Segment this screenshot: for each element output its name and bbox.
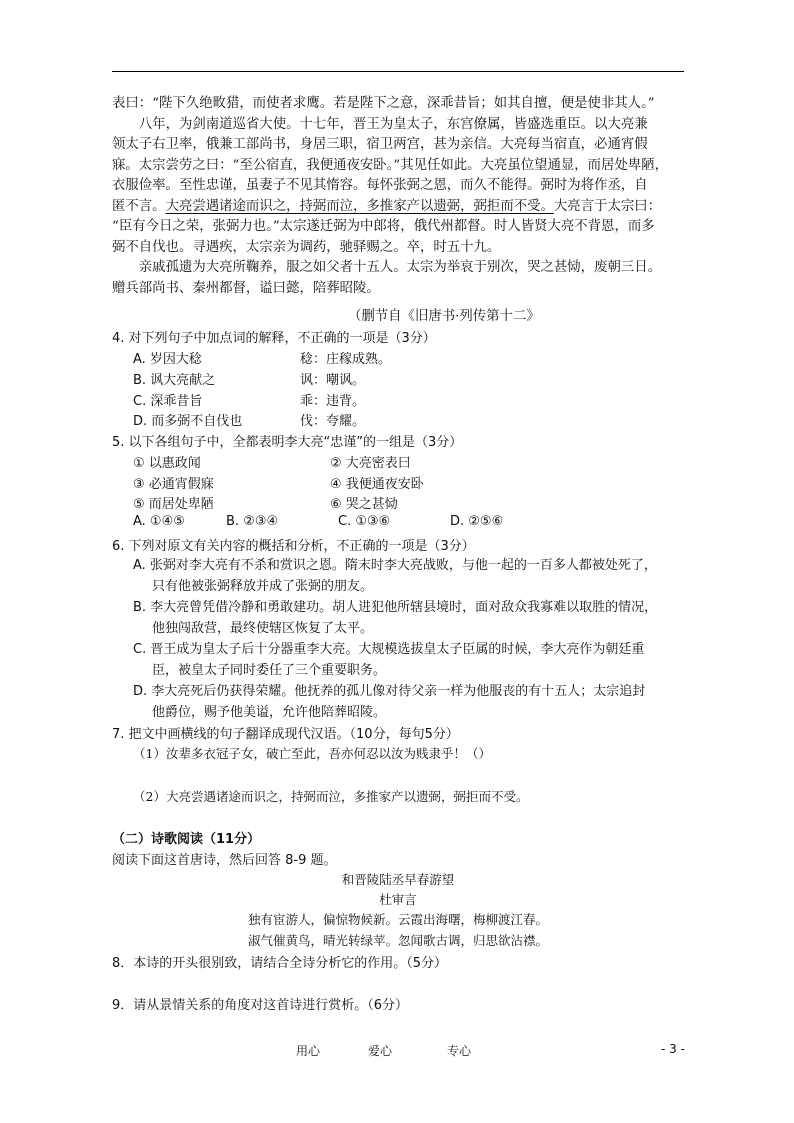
passage-line: 领太子右卫率，俄兼工部尚书，身居三职，宿卫两宫，甚为亲信。大亮每当宿直，必通宵假 bbox=[112, 137, 648, 152]
passage-text: 大亮言于太宗曰： bbox=[553, 198, 662, 214]
passage-line: 寐。太宗尝劳之曰：“至公宿直，我便通夜安卧。”其见任如此。大亮虽位望通显，而居处卑陋， bbox=[112, 157, 669, 173]
q6-option-line: 臣，被皇太子同时委任了三个重要职务。 bbox=[152, 663, 387, 678]
question-4-stem: 4. 对下列句子中加点词的解释，不正确的一项是（3分） bbox=[112, 331, 436, 346]
q5-choice: C. ①③⑥ bbox=[338, 514, 391, 529]
q6-option-line: C. 晋王成为皇太子后十分器重李大亮。大规模选拔皇太子臣属的时候，李大亮作为朝廷重 bbox=[133, 642, 645, 657]
passage-line: “臣有今日之荣，张弼力也。”太宗遂迁弼为中郎将，俄代州都督。时人皆贤大亮不背恩，而多 bbox=[112, 219, 655, 234]
q4-option-gloss: 讽：嘲讽。 bbox=[300, 373, 366, 388]
q6-option bbox=[133, 555, 693, 597]
poem-author: 杜审言 bbox=[379, 892, 417, 907]
q7-sentence-1: （1）汝辈多衣冠子女，破亡至此，吾亦何忍以汝为贱隶乎！（） bbox=[133, 746, 491, 761]
section-heading: （二）诗歌阅读（11分） bbox=[112, 832, 261, 847]
question-5-stem: 5. 以下各组句子中，全都表明李大亮“忠谨”的一组是（3分） bbox=[112, 435, 463, 450]
footer-word: 用心 bbox=[296, 1044, 321, 1058]
q4-option-gloss: 乖：违背。 bbox=[300, 394, 366, 409]
q5-choice: B. ②③④ bbox=[226, 514, 279, 529]
q6-option-line: 只有他被张弼释放并成了张弼的朋友。 bbox=[152, 579, 374, 594]
q4-option-sentence: D. 而多弼不自伐也 bbox=[133, 414, 243, 429]
q5-choice: D. ②⑤⑥ bbox=[450, 514, 504, 529]
question-8: 8．本诗的开头很别致，请结合全诗分析它的作用。（5分） bbox=[112, 956, 448, 971]
q4-option-gloss: 伐：夸耀。 bbox=[300, 414, 366, 429]
q6-option-line: 他爵位，赐予他美谥，允许他陪葬昭陵。 bbox=[152, 705, 387, 720]
q5-item: ⑤ 而居处卑陋 bbox=[133, 497, 214, 512]
q5-item: ④ 我便通夜安卧 bbox=[330, 477, 424, 492]
footer-word: 爱心 bbox=[368, 1044, 393, 1058]
page-number: - 3 - bbox=[661, 1042, 685, 1056]
passage-line: 亲戚孤遗为大亮所鞠养，服之如父者十五人。太宗为举哀于别次，哭之甚恸，废朝三日。 bbox=[138, 260, 662, 275]
poetry-intro: 阅读下面这首唐诗，然后回答 8-9 题。 bbox=[112, 853, 337, 868]
q5-item: ① 以惠政闻 bbox=[133, 456, 201, 471]
q4-option-gloss: 稔：庄稼成熟。 bbox=[300, 352, 392, 367]
q5-item: ⑥ 哭之甚恸 bbox=[330, 497, 398, 512]
q4-option-sentence: A. 岁因大稔 bbox=[133, 352, 202, 367]
footer-word: 专心 bbox=[447, 1044, 472, 1058]
passage-line: 弼不自伐也。寻遇疾，太宗亲为调药，驰驿赐之。卒，时五十九。 bbox=[112, 239, 501, 255]
poem-line: 独有宦游人，偏惊物候新。云霞出海曙，梅柳渡江春。 bbox=[247, 912, 548, 927]
q5-item: ② 大亮密表曰 bbox=[330, 456, 411, 471]
question-6-stem: 6. 下列对原文有关内容的概括和分析，不正确的一项是（3分） bbox=[112, 539, 475, 554]
q5-item: ③ 必通宵假寐 bbox=[133, 477, 214, 492]
q6-option-line: A. 张弼对李大亮有不杀和赏识之恩。隋末时李大亮战败，与他一起的一百多人都被处死了， bbox=[133, 558, 657, 573]
passage-line: 赠兵部尚书、秦州都督，谥曰懿，陪葬昭陵。 bbox=[112, 280, 380, 296]
poem-line: 淑气催黄鸟，晴光转绿苹。忽闻歌古调，归思欲沾襟。 bbox=[247, 933, 548, 948]
passage-source: （删节自《旧唐书·列传第十二》 bbox=[348, 309, 540, 324]
passage-line: 衣服俭率。至性忠谨，虽妻子不见其惰容。每怀张弼之恩，而久不能得。弼时为将作丞，自 bbox=[112, 178, 648, 193]
q4-option-sentence: B. 讽大亮献之 bbox=[133, 373, 216, 388]
q6-option bbox=[133, 639, 693, 681]
passage-line bbox=[112, 197, 702, 218]
q6-option-line: 他独闯敌营，最终使辖区恢复了太平。 bbox=[152, 621, 374, 636]
passage-text: 匿不言。 bbox=[112, 198, 166, 214]
question-9: 9．请从景情关系的角度对这首诗进行赏析。（6分） bbox=[112, 998, 409, 1013]
header-rule bbox=[112, 71, 684, 72]
question-7-stem: 7. 把文中画横线的句子翻译成现代汉语。（10分，每句5分） bbox=[112, 727, 459, 742]
passage-line: 表曰：“陛下久绝畋猎，而使者求鹰。若是陛下之意，深乖昔旨；如其自擅，便是使非其人。” bbox=[112, 96, 655, 111]
passage bbox=[112, 94, 702, 299]
q5-choice: A. ①④⑤ bbox=[133, 514, 185, 529]
passage-line: 八年，为剑南道巡省大使。十七年，晋王为皇太子，东宫僚属，皆盛选重臣。以大亮兼 bbox=[138, 116, 648, 132]
q6-option-line: D. 李大亮死后仍获得荣耀。他抚养的孤儿像对待父亲一样为他服丧的有十五人；太宗追封 bbox=[133, 684, 646, 699]
underlined-sentence: 大亮尝遇诸途而识之，持弼而泣，多推家产以遗弼，弼拒而不受。 bbox=[165, 198, 554, 214]
q6-option bbox=[133, 597, 693, 639]
q6-option-line: B. 李大亮曾凭借冷静和勇敢建功。胡人进犯他所辖县境时，面对敌众我寡难以取胜的情况， bbox=[133, 600, 658, 615]
poem-title: 和晋陵陆丞早春游望 bbox=[341, 872, 455, 887]
q7-sentence-2: （2）大亮尝遇诸途而识之，持弼而泣，多推家产以遗弼，弼拒而不受。 bbox=[133, 789, 529, 804]
q4-option-sentence: C. 深乖昔旨 bbox=[133, 394, 203, 409]
q6-option bbox=[133, 681, 693, 723]
